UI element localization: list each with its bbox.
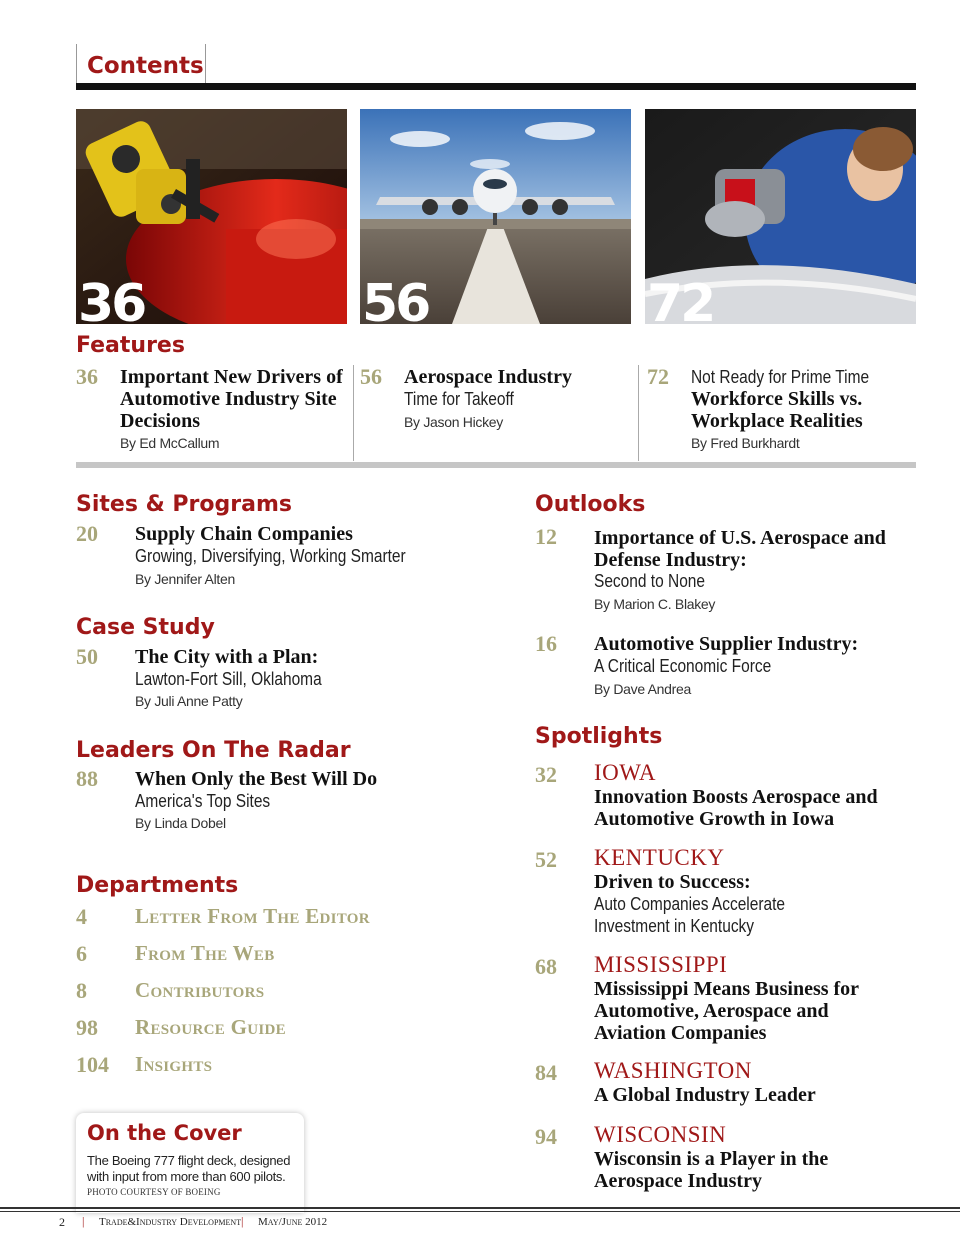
header-rule	[76, 83, 916, 90]
footer-separator: |	[82, 1214, 85, 1228]
article-subtitle: America's Top Sites	[135, 791, 271, 811]
feature-photo-worker[interactable]	[645, 109, 916, 324]
article-title-link[interactable]: Importance of U.S. Aerospace and Defense Industry:	[594, 527, 886, 571]
spotlight-page-number: 68	[535, 954, 557, 979]
department-page-number: 6	[76, 941, 87, 966]
spotlight-state: WISCONSIN	[594, 1122, 727, 1147]
spotlight-page-number: 32	[535, 762, 557, 787]
article-title-link[interactable]: When Only the Best Will Do	[135, 768, 378, 790]
publication-name: Trade&Industry Development	[99, 1216, 242, 1228]
article-byline: By Linda Dobel	[135, 815, 226, 831]
article-byline: By Juli Anne Patty	[135, 693, 243, 709]
feature-byline: By Ed McCallum	[120, 435, 220, 451]
article-page-number: 50	[76, 644, 98, 669]
cover-caption: The Boeing 777 flight deck, designed with input from more than 600 pilots.	[87, 1153, 291, 1184]
feature-title-link[interactable]: Aerospace Industry	[404, 366, 572, 388]
article-title-link[interactable]: Supply Chain Companies	[135, 523, 353, 545]
case-study-heading: Case Study	[76, 615, 215, 640]
article-title-link[interactable]: The City with a Plan:	[135, 646, 319, 668]
spotlight-title-link[interactable]: A Global Industry Leader	[594, 1084, 816, 1106]
spotlight-subtitle: Auto Companies Accelerate Investment in Kentucky	[594, 894, 786, 936]
spotlight-state: KENTUCKY	[594, 845, 725, 870]
feature-title-link[interactable]: Important New Drivers of Automotive Industry Site Decisions	[120, 366, 343, 432]
spotlight-title-link[interactable]: Mississippi Means Business for Automotive, Aerospace and Aviation Companies	[594, 978, 859, 1044]
department-page-number: 4	[76, 904, 87, 929]
article-byline: By Dave Andrea	[594, 681, 691, 697]
department-link[interactable]: Letter From The Editor	[135, 904, 370, 928]
footer-separator: |	[241, 1214, 244, 1228]
feature-title-link[interactable]: Workforce Skills vs. Workplace Realities	[691, 388, 863, 432]
page-number-overlay: 56	[362, 274, 429, 324]
feature-page-number: 72	[647, 364, 669, 389]
feature-byline: By Fred Burkhardt	[691, 435, 800, 451]
features-rule	[76, 462, 916, 468]
folio-page-number: 2	[59, 1215, 65, 1229]
article-subtitle: Lawton-Fort Sill, Oklahoma	[135, 669, 322, 689]
feature-byline: By Jason Hickey	[404, 414, 503, 430]
department-page-number: 104	[76, 1052, 109, 1077]
article-subtitle: Second to None	[594, 571, 706, 591]
issue-date: May/June 2012	[258, 1216, 328, 1228]
article-subtitle: Growing, Diversifying, Working Smarter	[135, 546, 406, 566]
feature-page-number: 36	[76, 364, 98, 389]
column-divider	[353, 365, 354, 461]
department-link[interactable]: Resource Guide	[135, 1015, 286, 1039]
sites-programs-heading: Sites & Programs	[76, 492, 292, 517]
spotlight-state: IOWA	[594, 760, 657, 785]
outlooks-heading: Outlooks	[535, 492, 646, 517]
spotlight-title-link[interactable]: Driven to Success:	[594, 871, 751, 893]
department-page-number: 98	[76, 1015, 98, 1040]
footer-rule	[0, 1211, 960, 1212]
article-title-link[interactable]: Automotive Supplier Industry:	[594, 633, 859, 655]
column-divider	[638, 365, 639, 461]
spotlight-title-link[interactable]: Innovation Boosts Aerospace and Automotive Growth in Iowa	[594, 786, 878, 830]
department-link[interactable]: Contributors	[135, 978, 265, 1002]
article-byline: By Jennifer Alten	[135, 571, 235, 587]
features-heading: Features	[76, 333, 185, 358]
spotlight-page-number: 84	[535, 1060, 557, 1085]
feature-page-number: 56	[360, 364, 382, 389]
article-subtitle: A Critical Economic Force	[594, 656, 772, 676]
article-byline: By Marion C. Blakey	[594, 596, 716, 612]
page-title: Contents	[87, 53, 204, 79]
footer-rule	[0, 1207, 960, 1209]
on-the-cover-heading: On the Cover	[87, 1121, 242, 1145]
article-page-number: 20	[76, 521, 98, 546]
spotlight-title-link[interactable]: Wisconsin is a Player in the Aerospace Industry	[594, 1148, 829, 1192]
department-link[interactable]: From The Web	[135, 941, 275, 965]
feature-subtitle: Time for Takeoff	[404, 389, 514, 409]
page-number-overlay: 72	[647, 274, 714, 324]
feature-photo-airplane[interactable]	[360, 109, 631, 324]
article-page-number: 16	[535, 631, 557, 656]
spotlight-state: WASHINGTON	[594, 1058, 752, 1083]
spotlight-page-number: 52	[535, 847, 557, 872]
page-number-overlay: 36	[78, 274, 145, 324]
spotlight-state: MISSISSIPPI	[594, 952, 728, 977]
spotlight-page-number: 94	[535, 1124, 557, 1149]
spotlights-heading: Spotlights	[535, 724, 663, 749]
department-link[interactable]: Insights	[135, 1052, 213, 1076]
leaders-heading: Leaders On The Radar	[76, 738, 351, 763]
department-page-number: 8	[76, 978, 87, 1003]
article-page-number: 12	[535, 524, 557, 549]
photo-credit: PHOTO COURTESY OF BOEING	[87, 1187, 221, 1197]
departments-heading: Departments	[76, 873, 239, 898]
feature-photo-robot[interactable]	[76, 109, 347, 324]
article-page-number: 88	[76, 766, 98, 791]
feature-pretitle: Not Ready for Prime Time	[691, 367, 870, 387]
